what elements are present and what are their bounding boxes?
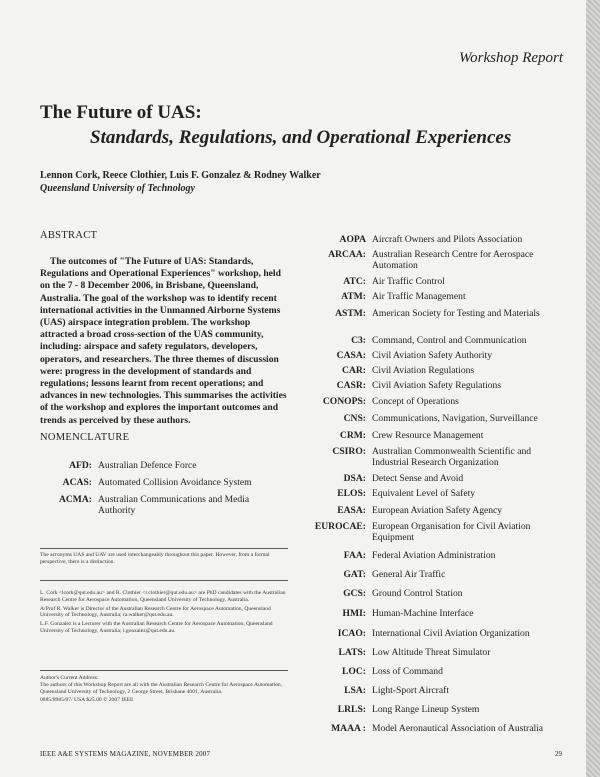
acronym-desc: Air Traffic Control [372,276,445,287]
paper-subtitle: Standards, Regulations, and Operational Experiences [90,127,512,148]
acronym-desc: Civil Aviation Safety Regulations [372,380,502,391]
acronym-desc: Australian Commonwealth Scientific and Industrial Research Organization [372,446,532,468]
acronym-desc: Air Traffic Management [372,291,466,302]
paper-title: The Future of UAS: [40,102,202,123]
footnote-divider [40,580,288,581]
acronym-desc: Loss of Command [372,666,443,677]
acronym-abbr: LATS: [338,647,366,658]
footnote-1: L. Cork <lcork@qut.edu.au> and R. Clothier <r.clothier@qut.edu.au> are PhD candidates with the Australian Research Centre for Aerospace Automation, Queensland University of Technology, Australia. [40,590,286,603]
acronym-desc: International Civil Aviation Organization [372,628,530,639]
nomenclature-abbr: ACMA: [58,494,92,505]
acronym-abbr: CASR: [336,380,366,391]
acronym-desc: Low Altitude Threat Simulator [372,647,491,658]
acronym-abbr: ATM: [341,291,366,302]
acronym-desc: Light-Sport Aircraft [372,685,449,696]
acronym-abbr: HMI: [342,608,366,619]
acronym-abbr: AOPA [339,234,366,245]
acronym-abbr: CNS: [343,413,366,424]
acronym-desc: Detect Sense and Avoid [372,473,464,484]
section-label: Workshop Report [459,50,564,66]
acronym-abbr: CSIRO: [332,446,366,457]
address-block [40,675,288,706]
footnote-block [40,590,288,637]
page-edge-shadow [586,0,600,777]
acronym-desc: Civil Aviation Regulations [372,365,475,376]
acronym-abbr: DSA: [343,473,366,484]
acronym-abbr: CAR: [342,365,366,376]
footnote-note: The acronyms UAS and UAV are used interchangeably throughout this paper. However, from a formal perspective, there is a distinction. [40,552,270,565]
acronym-desc: Long Range Lineup System [372,704,480,715]
acronym-desc: Equivalent Level of Safety [372,488,476,499]
page-number: 29 [555,750,562,758]
acronym-abbr: FAA: [343,550,366,561]
acronym-desc: Aircraft Owners and Pilots Association [372,234,523,245]
acronym-abbr: CASA: [336,350,366,361]
acronym-desc: Command, Control and Communication [372,335,527,346]
acronym-abbr: MAAA : [331,723,366,734]
abstract-heading: ABSTRACT [40,230,98,241]
acronym-abbr: EUROCAE: [314,521,366,532]
acronym-abbr: C3: [351,335,366,346]
acronym-desc: Australian Research Centre for Aerospace Automation [372,249,534,271]
acronym-desc: Model Aeronautical Association of Australia [372,723,544,734]
acronym-abbr: ASTM: [335,308,366,319]
acronym-desc: Federal Aviation Administration [372,550,496,561]
nomenclature-heading: NOMENCLATURE [40,432,130,443]
author-list: Lennon Cork, Reece Clothier, Luis F. Gonzalez & Rodney Walker [40,170,321,181]
affiliation: Queensland University of Technology [40,183,195,194]
acronym-desc: Ground Control Station [372,588,463,599]
acronym-abbr: LSA: [344,685,366,696]
acronym-abbr: CRM: [339,430,366,441]
footnote-divider [40,548,288,549]
acronym-desc: Civil Aviation Safety Authority [372,350,493,361]
acronym-desc: Communications, Navigation, Surveillance [372,413,538,424]
abstract-paragraph: The outcomes of "The Future of UAS: Standards, Regulations and Operational Experiences" workshop, held on the 7 - 8 December 2006, in Brisbane, Queensland, Australia. The goal of the workshop was to identify recent international activities in the Unmanned Airborne Systems (UAS) airspace integration problem. The workshop attracted a broad cross-section of the UAS community, including: airspace and safety regulators, developers, operators, and researchers. The three themes of discussion were: progress in the development of standards and regulations; lessons learnt from recent operations; and advances in new technologies. This summarises the activities of the workshop and explores the important outcomes and trends as perceived by these authors. [40,256,287,426]
abstract-body [40,256,287,427]
acronym-desc: American Society for Testing and Materials [372,308,540,319]
acronym-desc: European Organisation for Civil Aviation Equipment [372,521,531,543]
acronym-abbr: LOC: [342,666,366,677]
acronym-desc: Human-Machine Interface [372,608,474,619]
acronym-abbr: ARCAA: [328,249,366,260]
acronym-abbr: LRLS: [337,704,366,715]
acronym-desc: Crew Resource Management [372,430,484,441]
address-heading: Author's Current Address: [40,675,99,681]
acronym-abbr: EASA: [337,505,366,516]
acronym-desc: General Air Traffic [372,569,446,580]
nomenclature-abbr: ACAS: [62,477,92,488]
footnote-3: L.F. Gonzalez is a Lecturer with the Australian Research Centre for Aerospace Automation, Queensland University of Technology, Australia; l.gonzalez@qut.edu.au. [40,621,273,634]
address-text: The authors of this Workshop Report are all with the Australian Research Centre for Aerospace Automation, Queensland University of Technology, 2 George Street, Brisbane 4001, Australia. [40,681,283,695]
acronym-abbr: ATC: [343,276,366,287]
acronym-abbr: GCS: [343,588,366,599]
acronym-abbr: ICAO: [337,628,366,639]
journal-footer: IEEE A&E SYSTEMS MAGAZINE, NOVEMBER 2007 [40,750,211,758]
acronym-abbr: CONOPS: [322,396,366,407]
copyright-line: 0885/8985/07/ USA $25.00 © 2007 IEEE [40,697,134,704]
footnote-divider [40,670,288,671]
nomenclature-desc: Australian Defence Force [98,460,197,471]
footnote-2: A/Prof R. Walker is Director of the Australian Research Centre for Aerospace Automation, Queensland University of Technology, Australia; ra.walker@qut.edu.au. [40,605,271,619]
acronym-abbr: ELOS: [337,488,366,499]
acronym-desc: European Aviation Safety Agency [372,505,503,516]
acronym-desc: Concept of Operations [372,396,459,407]
nomenclature-abbr: AFD: [69,460,92,471]
acronym-abbr: GAT: [343,569,366,580]
nomenclature-desc: Australian Communications and Media Authority [98,494,250,516]
nomenclature-desc: Automated Collision Avoidance System [98,477,252,488]
